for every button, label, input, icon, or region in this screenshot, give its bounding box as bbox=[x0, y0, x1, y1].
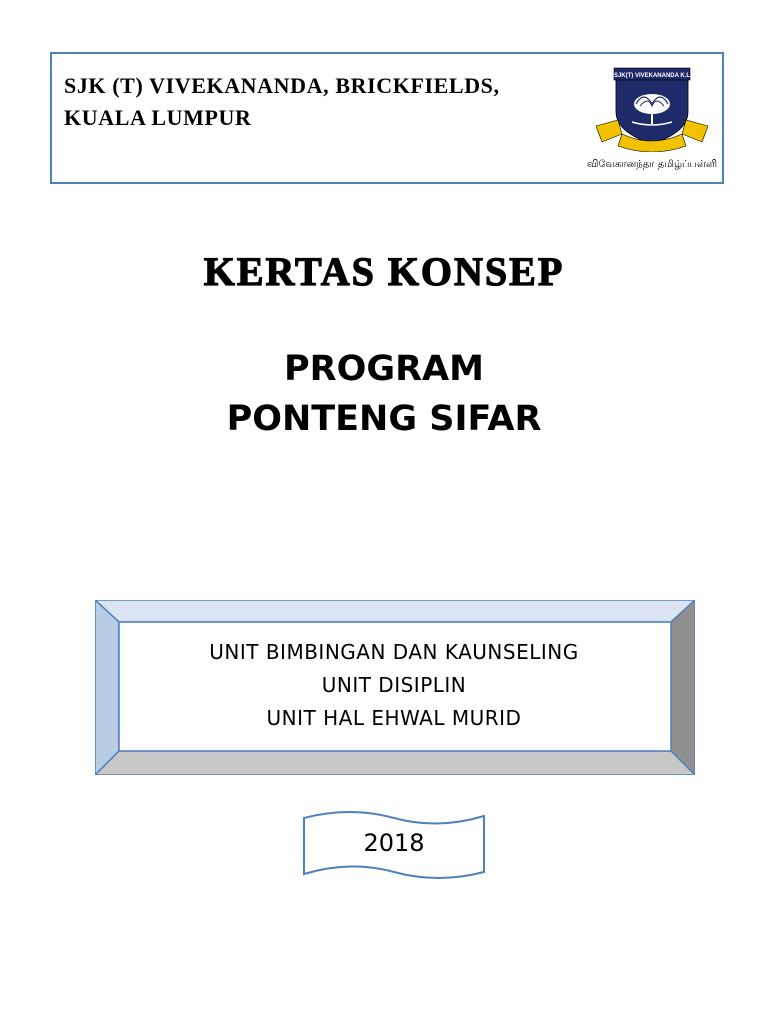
logo-banner-text: SJK(T) VIVEKANANDA K.L bbox=[613, 73, 691, 79]
unit-item: UNIT BIMBINGAN DAN KAUNSELING bbox=[209, 640, 579, 664]
bevel-right bbox=[671, 600, 695, 775]
logo-ribbon-left bbox=[596, 120, 622, 142]
logo-ribbon-right bbox=[682, 120, 708, 142]
year-label: 2018 bbox=[363, 829, 425, 857]
unit-item: UNIT DISIPLIN bbox=[321, 673, 467, 697]
school-name bbox=[64, 70, 604, 134]
school-name-tamil: விவேகானந்தா தமிழ்ப்பள்ளி bbox=[586, 159, 718, 170]
program-title-line-2: PONTENG SIFAR bbox=[226, 399, 542, 439]
school-name-line-2: KUALA LUMPUR bbox=[64, 105, 252, 130]
school-crest-logo bbox=[592, 66, 712, 152]
school-name-line-1: SJK (T) VIVEKANANDA, BRICKFIELDS, bbox=[64, 73, 500, 98]
unit-item: UNIT HAL EHWAL MURID bbox=[266, 706, 522, 730]
bevel-top bbox=[95, 600, 695, 622]
program-title-line-1: PROGRAM bbox=[284, 349, 484, 389]
program-title bbox=[0, 344, 768, 444]
school-header-box bbox=[50, 52, 724, 184]
bevel-left bbox=[95, 600, 119, 775]
bevel-bottom bbox=[95, 751, 695, 775]
document-title: KERTAS KONSEP bbox=[203, 249, 565, 294]
units-list bbox=[118, 636, 670, 735]
